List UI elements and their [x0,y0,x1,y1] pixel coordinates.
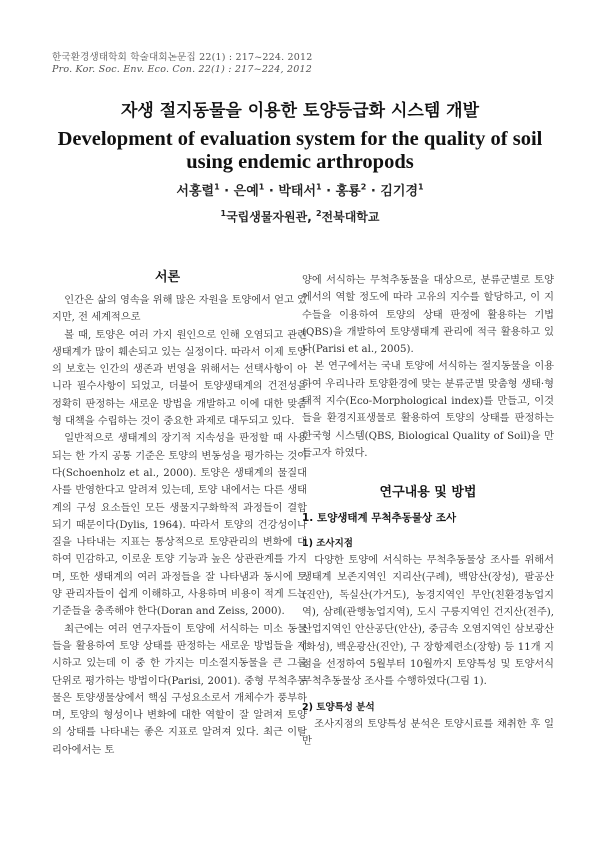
author-affil-mark: 1 [258,182,265,192]
affil-mark: 2 [315,209,322,218]
section-heading-methods: 연구내용 및 방법 [379,485,477,501]
author-affil-mark: 1 [214,182,220,192]
paragraph: 조사지점의 토양특성 분석은 토양시료를 채취한 후 일반 [302,718,554,748]
affiliations [0,208,600,225]
paragraph: 인간은 삶의 영속을 위해 많은 자원을 토양에서 얻고 있지만, 전 세계적으로 [52,295,307,324]
author-name: 홍룡 [335,184,361,199]
author-affil-mark: 1 [418,182,424,192]
author-affil-mark: 2 [360,182,367,192]
affil-name: 국립생물자원관, [226,210,316,224]
paper-title-english: Development of evaluation system for the quality of soil using endemic arthropods [57,128,543,173]
subsection-heading: 1. 토양생태계 무척추동물상 조사 [302,511,457,524]
author-list [0,180,600,199]
affil-mark: 1 [220,209,227,218]
paragraph: 일반적으로 생태계의 장기적 지속성을 판정할 때 사용되는 한 가지 공통 기준은 토양의 변동성을 평가하는 것이다(Schoenholz et al., 2000). 토양은 생태계의 물질대사를 반영한다고 알려져 있는데, 토양 내에서는 다른 생태계의 구성 요소들인 모든 생물지구화학적 과정들이 결합되기 때문이다(Dylis, 1964). 따라서 토양의 건강성이나 질을 나타내는 지표는 통상적으로 토양관리의 변화에 대하여 민감하고, 이로운 토양 기능과 높은 상관관계를 가지며, 또한 생태계의 여러 과정들을 잘 나타냄과 동시에 토양 관리자들이 쉽게 이해하고, 사용하며 비용이 적게 드는 기준들을 충족해야 한다(Doran and Zeiss, 2000). [52,433,307,618]
right-column [302,272,554,750]
author-name: 은예 [233,184,259,199]
paragraph: 최근에는 여러 연구자들이 토양에 서식하는 미소 동물들을 활용하여 토양 상태를 판정하는 새로운 방법들을 제시하고 있는데 이 중 한 가지는 미소절지동물을 큰 그룹 단위로 평가하는 방법이다(Parisi, 2001). 중형 무척추동물은 토양생물상에서 핵심 구성요소로서 개체수가 풍부하며, 토양의 형성이나 변화에 대한 역할이 잘 알려져 토양의 상태를 나타내는 좋은 지표로 알려져 있다. 최근 이탈리아에서는 토 [52,623,307,756]
author-separator: · [321,184,336,199]
author-separator: · [366,184,381,199]
paragraph: 볼 때, 토양은 여러 가지 원인으로 인해 오염되고 관련 생태계가 많이 훼손되고 있는 실정이다. 따라서 이제 토양의 보호는 인간의 생존과 번영을 위해서는 선택사항이 아니라 필수사항이 되었고, 더불어 토양생태계의 건전성을 정확히 판정하는 새로운 방법을 개발하고 이에 대한 맞춤형 대책을 수립하는 것이 중요한 과제로 대두되고 있다. [52,329,307,428]
author-name: 김기경 [380,184,419,199]
journal-header-korean: 한국환경생태학회 학술대회논문집 22(1) : 217~224. 2012 [52,52,313,63]
subsubsection-heading: 1) 조사지점 [302,537,353,549]
author-separator: · [219,184,234,199]
paragraph: 양에 서식하는 무척추동물을 대상으로, 분류군별로 토양에서의 역할 정도에 따라 고유의 지수를 할당하고, 이 지수들을 이용하여 토양의 상태 판정에 활용하는 기법(QBS)을 개발하여 토양생태계 관리에 적극 활용하고 있다(Parisi et al., 2005). [302,275,554,356]
author-affil-mark: 1 [316,182,322,192]
author-separator: · [264,184,279,199]
left-column [52,292,307,759]
paper-title-korean: 자생 절지동물을 이용한 토양등급화 시스템 개발 [120,101,480,121]
journal-header-english: Pro. Kor. Soc. Env. Eco. Con. 22(1) : 217~224, 2012 [52,64,312,75]
author-name: 서홍렬 [176,184,215,199]
paragraph: 다양한 토양에 서식하는 무척추동물상 조사를 위해서 생태계 보존지역인 지리산(구례), 백암산(장성), 팔공산(진안), 독실산(가거도), 농경지역인 무안(친환경농업지역), 삼례(관행농업지역), 도시 구릉지역인 건지산(전주), 산업지역인 안산공단(안산), 중금속 오염지역인 삼보광산(화성), 백운광산(진안), 구 장항제련소(장항) 등 11개 지점을 선정하여 5월부터 10월까지 토양특성 및 토양서식 무척추동물상 조사를 수행하였다(그림 1). [302,555,554,688]
section-heading-introduction: 서론 [155,270,181,285]
paragraph: 본 연구에서는 국내 토양에 서식하는 절지동물을 이용하여 우리나라 토양환경에 맞는 분류군별 맞춤형 생태·형태적 지수(Eco-Morphological index)를 만들고, 이것들을 환경지표생물로 활용하여 토양의 상태를 판정하는 한국형 시스템(QBS, Biological Quality of Soil)을 만들고자 하였다. [302,361,554,459]
affil-name: 전북대학교 [321,210,380,224]
author-name: 박태서 [278,184,317,199]
subsubsection-heading: 2) 토양특성 분석 [302,701,375,713]
